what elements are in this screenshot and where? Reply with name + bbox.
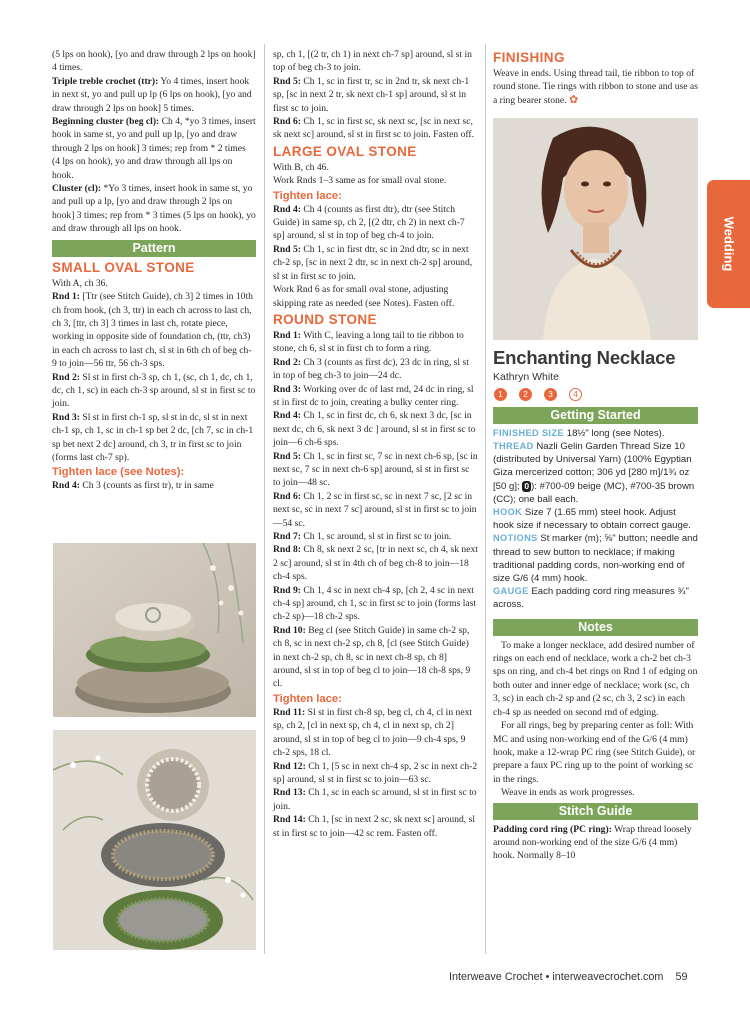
round-instruction: Rnd 8: Ch 8, sk next 2 sc, [tr in next sc, ch 4, sk next 2 sc] around, sl st in 4th ch of beg ch-8 to join—18 ch-4 sps. <box>273 544 478 583</box>
stitch-definition: Padding cord ring (PC ring): Wrap thread loosely around non-working end of the size G/6 (4 mm) hook. Normally 8–10 <box>493 823 692 862</box>
skill-level-2: 2 <box>519 388 532 401</box>
skill-level-4: 4 <box>569 388 582 401</box>
round-instruction: Rnd 12: Ch 1, [5 sc in next ch-4 sp, 2 sc in next ch-2 sp] around, sl st in first sc to join—63 sc. <box>273 760 478 785</box>
round-instruction: Rnd 13: Ch 1, sc in each sc around, sl st in first sc to join. <box>273 787 477 812</box>
large-oval-heading: LARGE OVAL STONE <box>273 143 417 159</box>
column-divider <box>485 44 486 954</box>
round-instruction: Rnd 2: Sl st in first ch-3 sp, ch 1, (sc, ch 1, dc, ch 1, dc, ch 1, sc) in each ch-3 sp around, sl st in first sc to join. <box>52 371 256 410</box>
paragraph: With A, ch 36. <box>52 277 108 289</box>
hook-info: HOOK Size 7 (1.65 mm) steel hook. Adjust hook size if necessary to obtain correct gauge. <box>493 507 691 532</box>
note: Weave in ends as work progresses. <box>501 787 635 799</box>
page-footer: Interweave Crochet • interweavecrochet.com 59 <box>449 971 688 983</box>
stitch-definition: Cluster (cl): *Yo 3 times, insert hook in same st, yo and pull up a lp, [yo and draw through 2 lps on hook] 3 times; rep from * 3 times (5 lps on hook), yo and draw through all lps on hook. <box>52 183 256 235</box>
round-instruction: Rnd 6: Ch 1, 2 sc in first sc, sc in next 7 sc, [2 sc in next sc, sc in next 7 sc] around, sl st in first sc to join—54 sc. <box>273 490 477 529</box>
website: interweavecrochet.com <box>552 971 664 983</box>
paragraph: Work Rnd 6 as for small oval stone, adjusting skipping rate as needed (see Notes). Fasten off. <box>273 284 455 309</box>
round-instruction: Rnd 6: Ch 1, sc in first sc, sk next sc, [sc in next sc, sk next sc] around, sl st in first sc to join. Fasten off. <box>273 116 475 141</box>
stitch-definition: Beginning cluster (beg cl): Ch 4, *yo 3 times, insert hook in same st, yo and pull up lp, [yo and draw through 2 lps on hook] 3 times; rep from * 2 times (4 lps on hook), yo and draw through all lps on hook. <box>52 116 256 181</box>
stacked-stones-photo <box>53 543 256 717</box>
skill-level-indicator <box>494 388 698 401</box>
round-instruction: Rnd 4: Ch 4 (counts as first dtr), dtr (see Stitch Guide) in same sp, ch 2, [(2 dtr, ch 2) in next ch-7 sp] around, sl st in top of beg ch-4 to join. <box>273 203 465 242</box>
stitch-definition: Triple treble crochet (ttr): Yo 4 times, insert hook in next st, yo and pull up lp (6 lps on hook), [yo and draw through 2 lps on hook] 5 times. <box>52 75 252 114</box>
round-instruction: Rnd 14: Ch 1, [sc in next 2 sc, sk next sc] around, sl st in first sc to join—42 sc rem. Fasten off. <box>273 814 475 839</box>
round-stone-heading: ROUND STONE <box>273 311 377 327</box>
round-instruction: Rnd 1: [Ttr (see Stitch Guide), ch 3] 2 times in 10th ch from hook, (ch 3, ttr) in each ch across to last ch, ch 3, [ttr, ch 3] 3 times in last ch, rotate piece, working in opposite side of foundation ch, (ttr, ch3) in each ch across to last ch, sl st in 6th ch of beg ch-9 to join—56 ttr, 56 ch-3 sps. <box>52 291 253 370</box>
round-instruction: Rnd 4: Ch 3 (counts as first tr), tr in same <box>52 480 214 492</box>
round-instruction: Rnd 5: Ch 1, sc in first sc, 7 sc in next ch-6 sp, [sc in next sc, 7 sc in next ch-6 sp] around, sl st in first sc to join—48 sc. <box>273 450 478 489</box>
finished-size: FINISHED SIZE 18½" long (see Notes). <box>493 427 665 439</box>
paragraph: Weave in ends. Using thread tail, tie ribbon to top of round stone. Tie rings with ribbon to stone and use as a ring bearer stone. ✿ <box>493 68 698 106</box>
tighten-lace-heading: Tighten lace: <box>273 692 342 705</box>
paragraph: With B, ch 46. <box>273 161 329 173</box>
tighten-lace-heading: Tighten lace: <box>273 189 342 202</box>
yarn-weight-icon: 0 <box>524 480 530 491</box>
skill-level-3: 3 <box>544 388 557 401</box>
getting-started-banner: Getting Started <box>493 407 698 424</box>
round-instruction: Rnd 3: Sl st in first ch-1 sp, sl st in dc, sl st in next ch-1 sp, ch 1, sc in ch-1 sp bet 2 dc, [ch 7, sc in ch-1 sp bet next 2 dc] around, ch 3, tr in first sc to join (forms last ch-7 sp). <box>52 411 254 463</box>
round-instruction: Rnd 5: Ch 1, sc in first dtr, sc in 2nd dtr, sc in next ch-2 sp, [sc in next 2 dtr, sc in next ch-2 sp] around, sl st in first sc to join. <box>273 243 473 282</box>
page-number: 59 <box>675 971 688 983</box>
round-instruction: Rnd 3: Working over dc of last rnd, 24 dc in ring, sl st in first dc to join, creating a bulky center ring. <box>273 383 474 408</box>
column-1 <box>52 48 256 493</box>
paragraph: (5 lps on hook), [yo and draw through 2 lps on hook] 4 times. <box>52 49 256 74</box>
notes-banner: Notes <box>493 619 698 636</box>
note: For all rings, beg by preparing center as foll: With MC and using non-working end of the G/6 (4 mm) hook, make a 12-wrap PC ring (see Stitch Guide), or prepare a faux PC ring up to the point of working sc in the rings. <box>493 720 696 785</box>
round-instruction: Rnd 4: Ch 1, sc in first dc, ch 6, sk next 3 dc, [sc in next dc, ch 6, sk next 3 dc ] around, sl st in first sc to join—6 ch-6 sps. <box>273 410 476 449</box>
paragraph: sp, ch 1, [(2 tr, ch 1) in next ch-7 sp] around, sl st in top of beg ch-3 to join. <box>273 49 472 74</box>
notions-info: NOTIONS St marker (m); ⅝" button; needle and thread to sew button to necklace; if making traditional padding cords, non-working end of size G/6 (4 mm) hook. <box>493 533 698 585</box>
paragraph: Work Rnds 1–3 same as for small oval stone. <box>273 175 447 187</box>
pattern-banner: Pattern <box>52 240 256 257</box>
small-oval-heading: SMALL OVAL STONE <box>52 259 195 275</box>
flower-icon: ✿ <box>568 93 579 106</box>
necklace-model-photo <box>493 118 698 340</box>
column-divider <box>264 44 265 954</box>
round-stones-photo <box>53 730 256 950</box>
magazine-name: Interweave Crochet <box>449 971 543 983</box>
round-instruction: Rnd 2: Ch 3 (counts as first dc), 23 dc in ring, sl st in top of beg ch-3 to join—24 dc. <box>273 356 469 382</box>
note: To make a longer necklace, add desired number of rings on each end of necklace, work a ch-2 bet ch-3 sps on ring, and ch-4 bet rings on Rnd 1 of edging on both outer and inner edge of necklace; work (sc, ch 3, sc) in each ch-2 sp and (2 sc, ch 3, 2 sc) in each ch-4 sp as needed on second rnd of edging. <box>493 639 698 718</box>
notes <box>493 639 698 800</box>
project-info <box>493 348 698 863</box>
skill-level-1: 1 <box>494 388 507 401</box>
finishing-heading: FINISHING <box>493 50 565 65</box>
stitch-guide-banner: Stitch Guide <box>493 803 698 820</box>
designer-name: Kathryn White <box>493 371 559 383</box>
round-instruction: Rnd 9: Ch 1, 4 sc in next ch-4 sp, [ch 2, 4 sc in next ch-4 sp] around, ch 1, sc in first sc to join (forms last ch-2 sp)—18 ch-2 sps. <box>273 584 477 623</box>
column-2 <box>273 48 478 840</box>
round-instruction: Rnd 1: With C, leaving a long tail to tie ribbon to stone, ch 6, sl st in first ch to form a ring. <box>273 329 464 355</box>
round-instruction: Rnd 5: Ch 1, sc in first tr, sc in 2nd tr, sk next ch-1 sp, [sc in next 2 tr, sk next ch-1 sp] around, sl st in first sc to join. <box>273 75 470 114</box>
gauge-info: GAUGE Each padding cord ring measures ¾" across. <box>493 586 689 611</box>
round-instruction: Rnd 11: Sl st in first ch-8 sp, beg cl, ch 4, cl in next sp, ch 2, [cl in next sp, ch 4, cl in next sp, ch 2] around, sl st in top of beg cl to join—9 ch-4 sps, 9 ch-2 sps, 18 cl. <box>273 706 473 759</box>
round-instruction: Rnd 10: Beg cl (see Stitch Guide) in same ch-2 sp, ch 8, sc in next ch-2 sp, ch 8, [cl (see Stitch Guide) in next ch-2 sp, ch 8, sc in next ch-8 sp, ch 8] around, sl st in top of beg cl to join—18 ch-8 sps, 9 cl. <box>273 624 471 690</box>
round-instruction: Rnd 7: Ch 1, sc around, sl st in first sc to join. <box>273 531 452 542</box>
tighten-lace-heading: Tighten lace (see Notes): <box>52 466 185 479</box>
thread-info: THREAD Nazli Gelin Garden Thread Size 10 (distributed by Universal Yarn) (100% Egyptian Giza mercerized cotton; 306 yd [280 m]/1¾ oz [50 g]; 0 ): #700-09 beige (MC), #700-35 brown (CC); one ball each. <box>493 441 695 505</box>
getting-started-list <box>493 427 698 612</box>
project-title: Enchanting Necklace <box>493 347 676 368</box>
section-tab: Wedding <box>707 180 750 308</box>
column-3 <box>493 48 698 107</box>
